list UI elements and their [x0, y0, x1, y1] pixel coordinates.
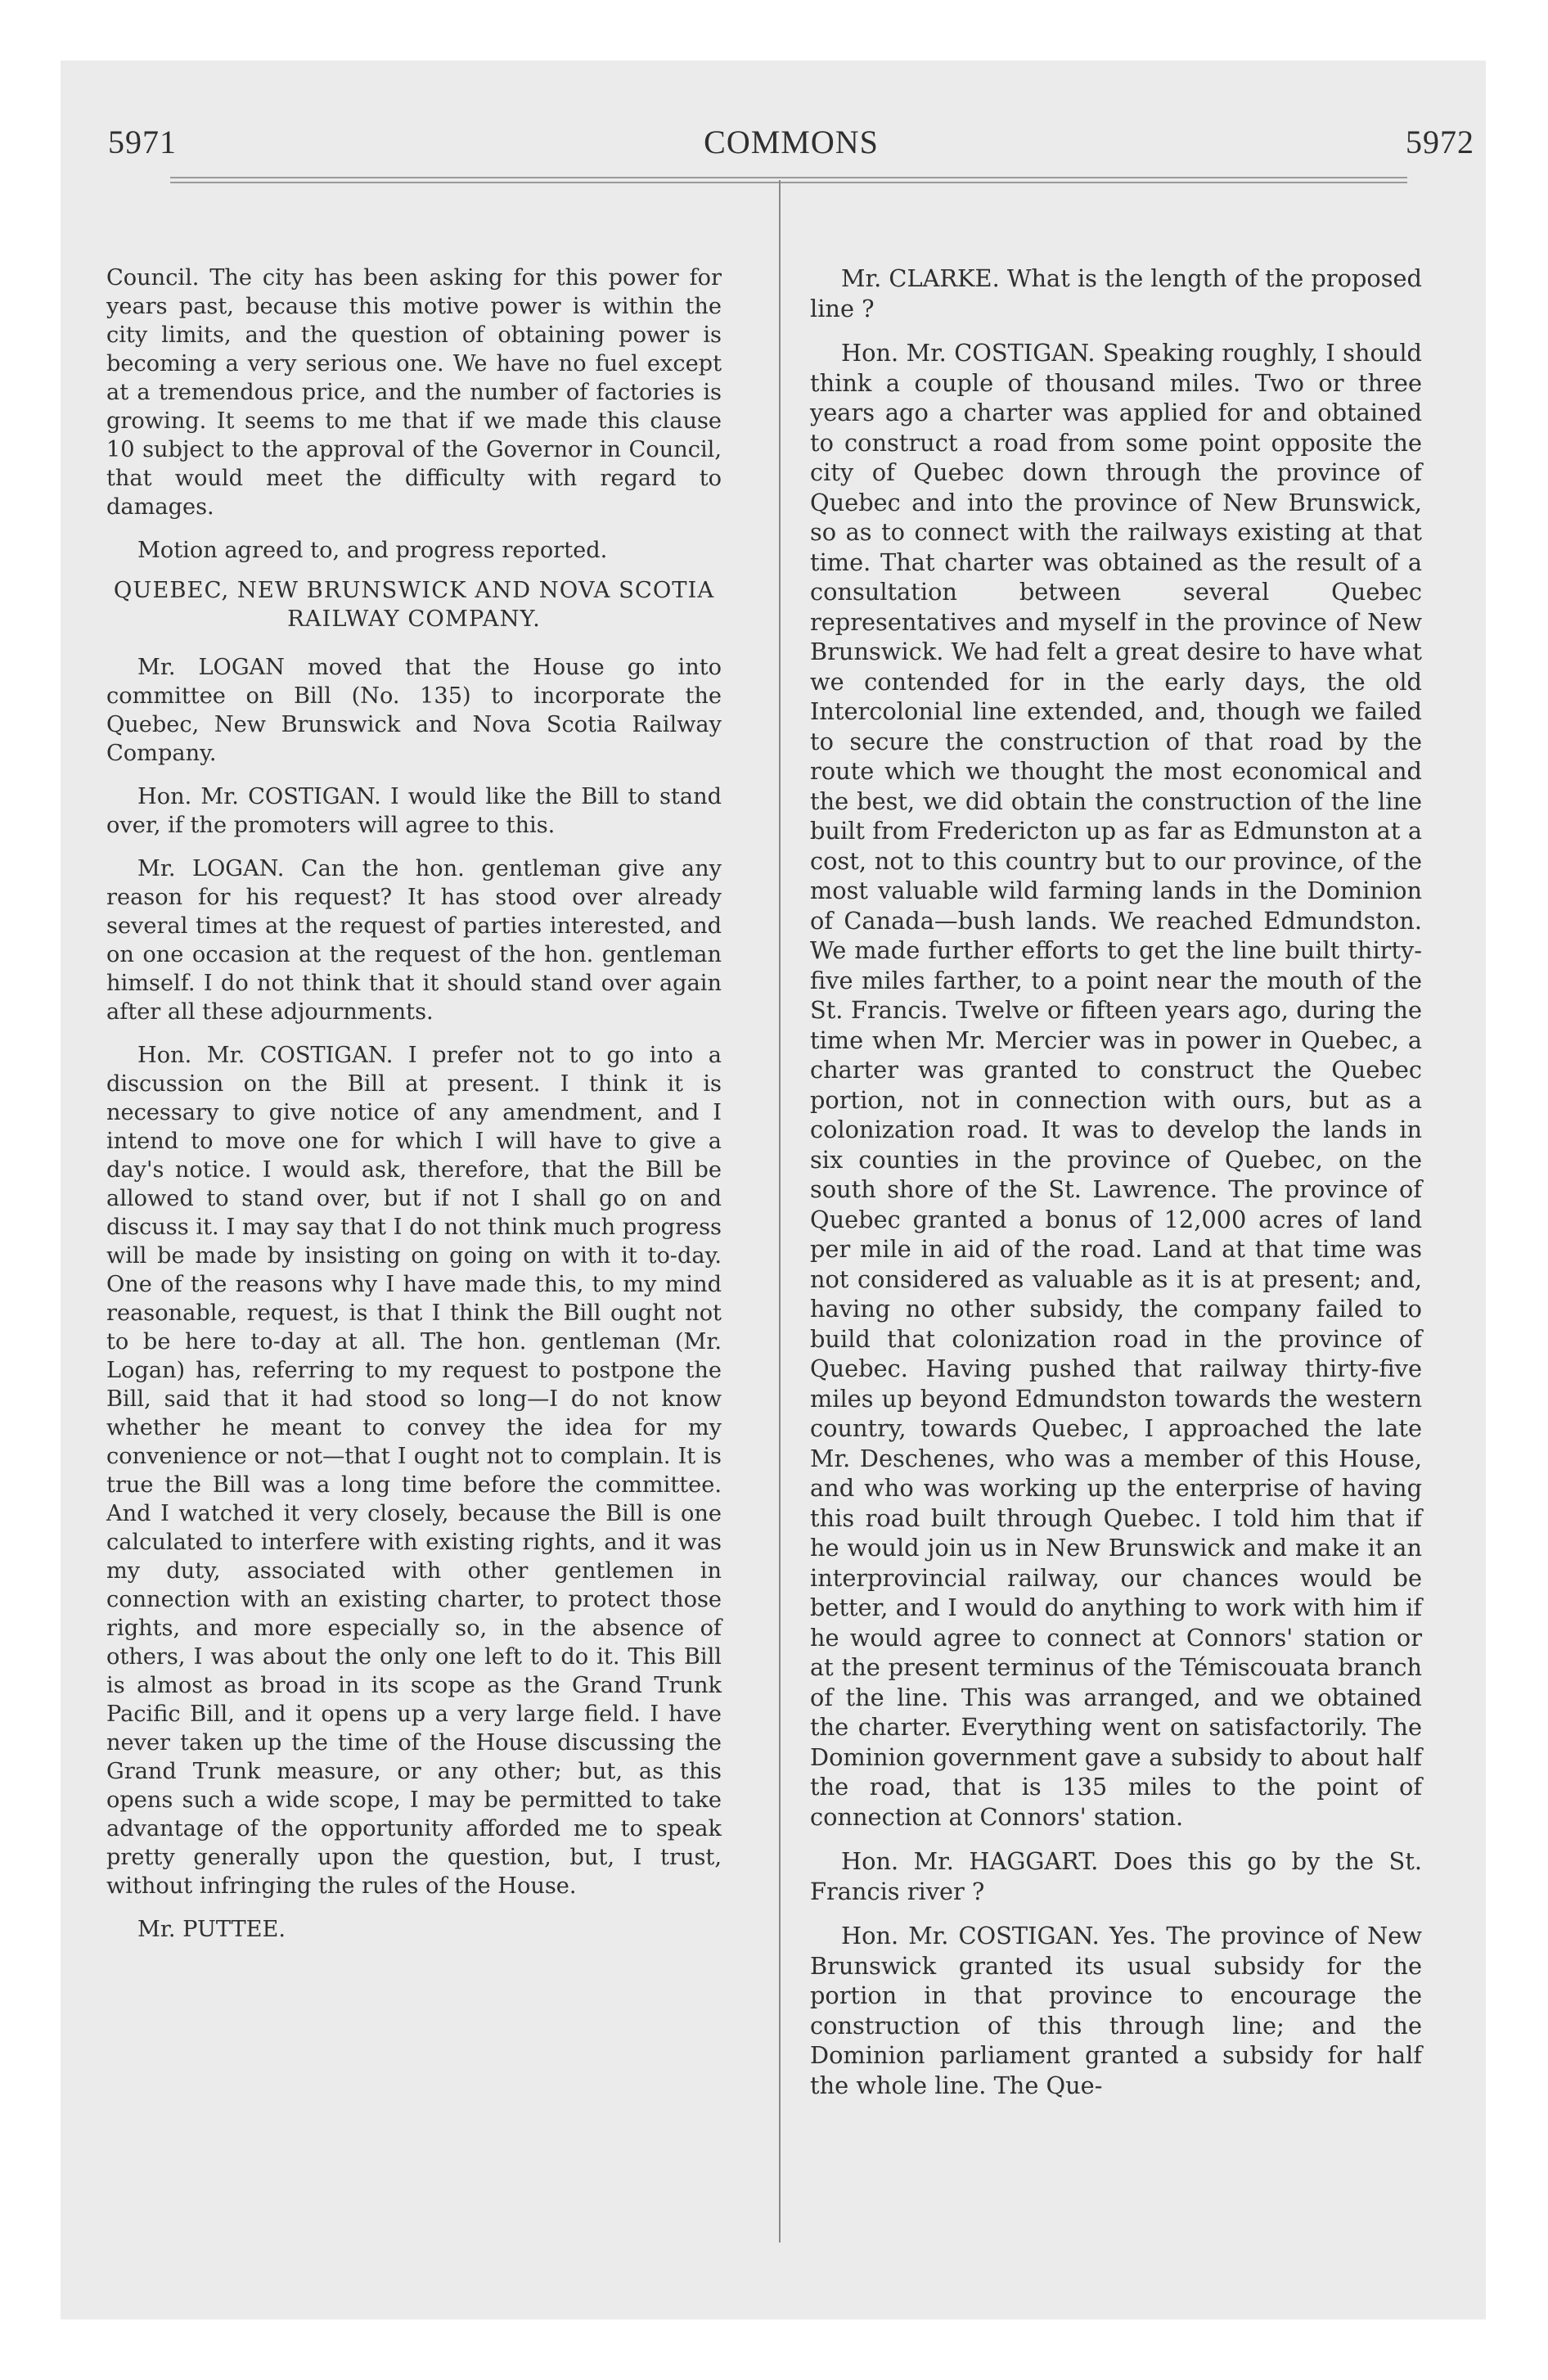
running-title: COMMONS — [704, 124, 879, 160]
right-column — [810, 264, 1422, 2115]
paragraph-haggart: Hon. Mr. HAGGART. Does this go by the St. Francis river ? — [810, 1847, 1422, 1905]
left-column — [106, 264, 722, 1959]
paragraph-clarke: Mr. CLARKE. What is the length of the proposed line ? — [810, 264, 1422, 322]
paragraph-costigan-3: Hon. Mr. COSTIGAN. Speaking roughly, I should think a couple of thousand miles. Two or three years ago a charter was applied for and obtained to construct a road from some point opposite the city of Quebec down through the province of Quebec and into the province of New Brunswick, so as to connect with the railways existing at that time. That charter was obtained as the result of a consultation between several Quebec representatives and myself in the province of New Brunswick. We had felt a great desire to have what we contended for in the early days, the old Intercolonial line extended, and, though we failed to secure the construction of that road by the route which we thought the most economical and the best, we did obtain the construction of the line built from Fredericton up as far as Edmunston at a cost, not to this country but to our province, of the most valuable wild farming lands in the Dominion of Canada—bush lands. We reached Edmundston. We made further efforts to get the line built thirty-five miles farther, to a point near the mouth of the St. Francis. Twelve or fifteen years ago, during the time when Mr. Mercier was in power in Quebec, a charter was granted to construct the Quebec portion, not in connection with ours, but as a colonization road. It was to develop the lands in six counties in the province of Quebec, on the south shore of the St. Lawrence. The province of Quebec granted a bonus of 12,000 acres of land per mile in aid of the road. Land at that time was not considered as valuable as it is at present; and, having no other subsidy, the company failed to build that colonization road in the province of Quebec. Having pushed that railway thirty-five miles up beyond Edmundston towards the western country, towards Quebec, I approached the late Mr. Deschenes, who was a member of this House, and who was working up the enterprise of having this road built through Quebec. I told him that if he would join us in New Brunswick and make it an interprovincial railway, our chances would be better, and I would do anything to work with him if he would agree to connect at Connors' station or at the present terminus of the Témiscouata branch of the line. This was arranged, and we obtained the charter. Everything went on satisfactorily. The Dominion government gave a subsidy to about half the road, that is 135 miles to the point of connection at Connors' station. — [810, 339, 1422, 1831]
paragraph-costigan-2: Hon. Mr. COSTIGAN. I prefer not to go into a discussion on the Bill at present. I think it is necessary to give notice of any amendment, and I intend to move one for which I will have to give a day's notice. I would ask, therefore, that the Bill be allowed to stand over, but if not I shall go on and discuss it. I may say that I do not think much progress will be made by insisting on going on with it to-day. One of the reasons why I have made this, to my mind reasonable, request, is that I think the Bill ought not to be here to-day at all. The hon. gentleman (Mr. Logan) has, referring to my request to postpone the Bill, said that it had stood so long—I do not know whether he meant to convey the idea for my convenience or not—that I ought not to complain. It is true the Bill was a long time before the committee. And I watched it very closely, because the Bill is one calculated to interfere with existing rights, and it was my duty, associated with other gentlemen in connection with an existing charter, to protect those rights, and more especially so, in the absence of others, I was about the only one left to do it. This Bill is almost as broad in its scope as the Grand Trunk Pacific Bill, and it opens up a very large field. I have never taken up the time of the House discussing the Grand Trunk measure, or any other; but, as this opens such a wide scope, I may be permitted to take advantage of the opportunity afforded me to speak pretty generally upon the question, but, I trust, without infringing the rules of the House. — [106, 1043, 722, 1899]
page-header — [108, 123, 1474, 172]
paragraph-costigan-1: Hon. Mr. COSTIGAN. I would like the Bill to stand over, if the promoters will agree to this. — [106, 784, 722, 838]
speaker-footer: Mr. PUTTEE. — [137, 1917, 286, 1942]
paragraph-costigan-4: Hon. Mr. COSTIGAN. Yes. The province of New Brunswick granted its usual subsidy for the portion in that province to encourage the construction of this through line; and the Dominion parliament granted a subsidy for half the whole line. The Que- — [810, 1922, 1422, 2099]
page-number-left: 5971 — [108, 124, 177, 160]
header-rule-top — [170, 177, 1407, 178]
section-heading: QUEBEC, NEW BRUNSWICK AND NOVA SCOTIA RAILWAY COMPANY. — [113, 578, 715, 632]
page-number-right: 5972 — [1406, 124, 1474, 160]
column-divider — [779, 180, 781, 2243]
paragraph-motion: Motion agreed to, and progress reported. — [137, 538, 608, 563]
header-rule-bottom — [170, 182, 1407, 183]
paragraph-logan-motion: Mr. LOGAN moved that the House go into committee on Bill (No. 135) to incorporate the Quebec, New Brunswick and Nova Scotia Railway Company. — [106, 655, 722, 766]
paragraph-continuation: Council. The city has been asking for this power for years past, because this motive power is within the city limits, and the question of obtaining power is becoming a very serious one. We have no fuel except at a tremendous price, and the number of factories is growing. It seems to me that if we made this clause 10 subject to the approval of the Governor in Council, that would meet the difficulty with regard to damages. — [106, 265, 722, 520]
paragraph-logan-reply: Mr. LOGAN. Can the hon. gentleman give any reason for his request? It has stood over already several times at the request of parties interested, and on one occasion at the request of the hon. gentleman himself. I do not think that it should stand over again after all these adjournments. — [106, 856, 722, 1025]
